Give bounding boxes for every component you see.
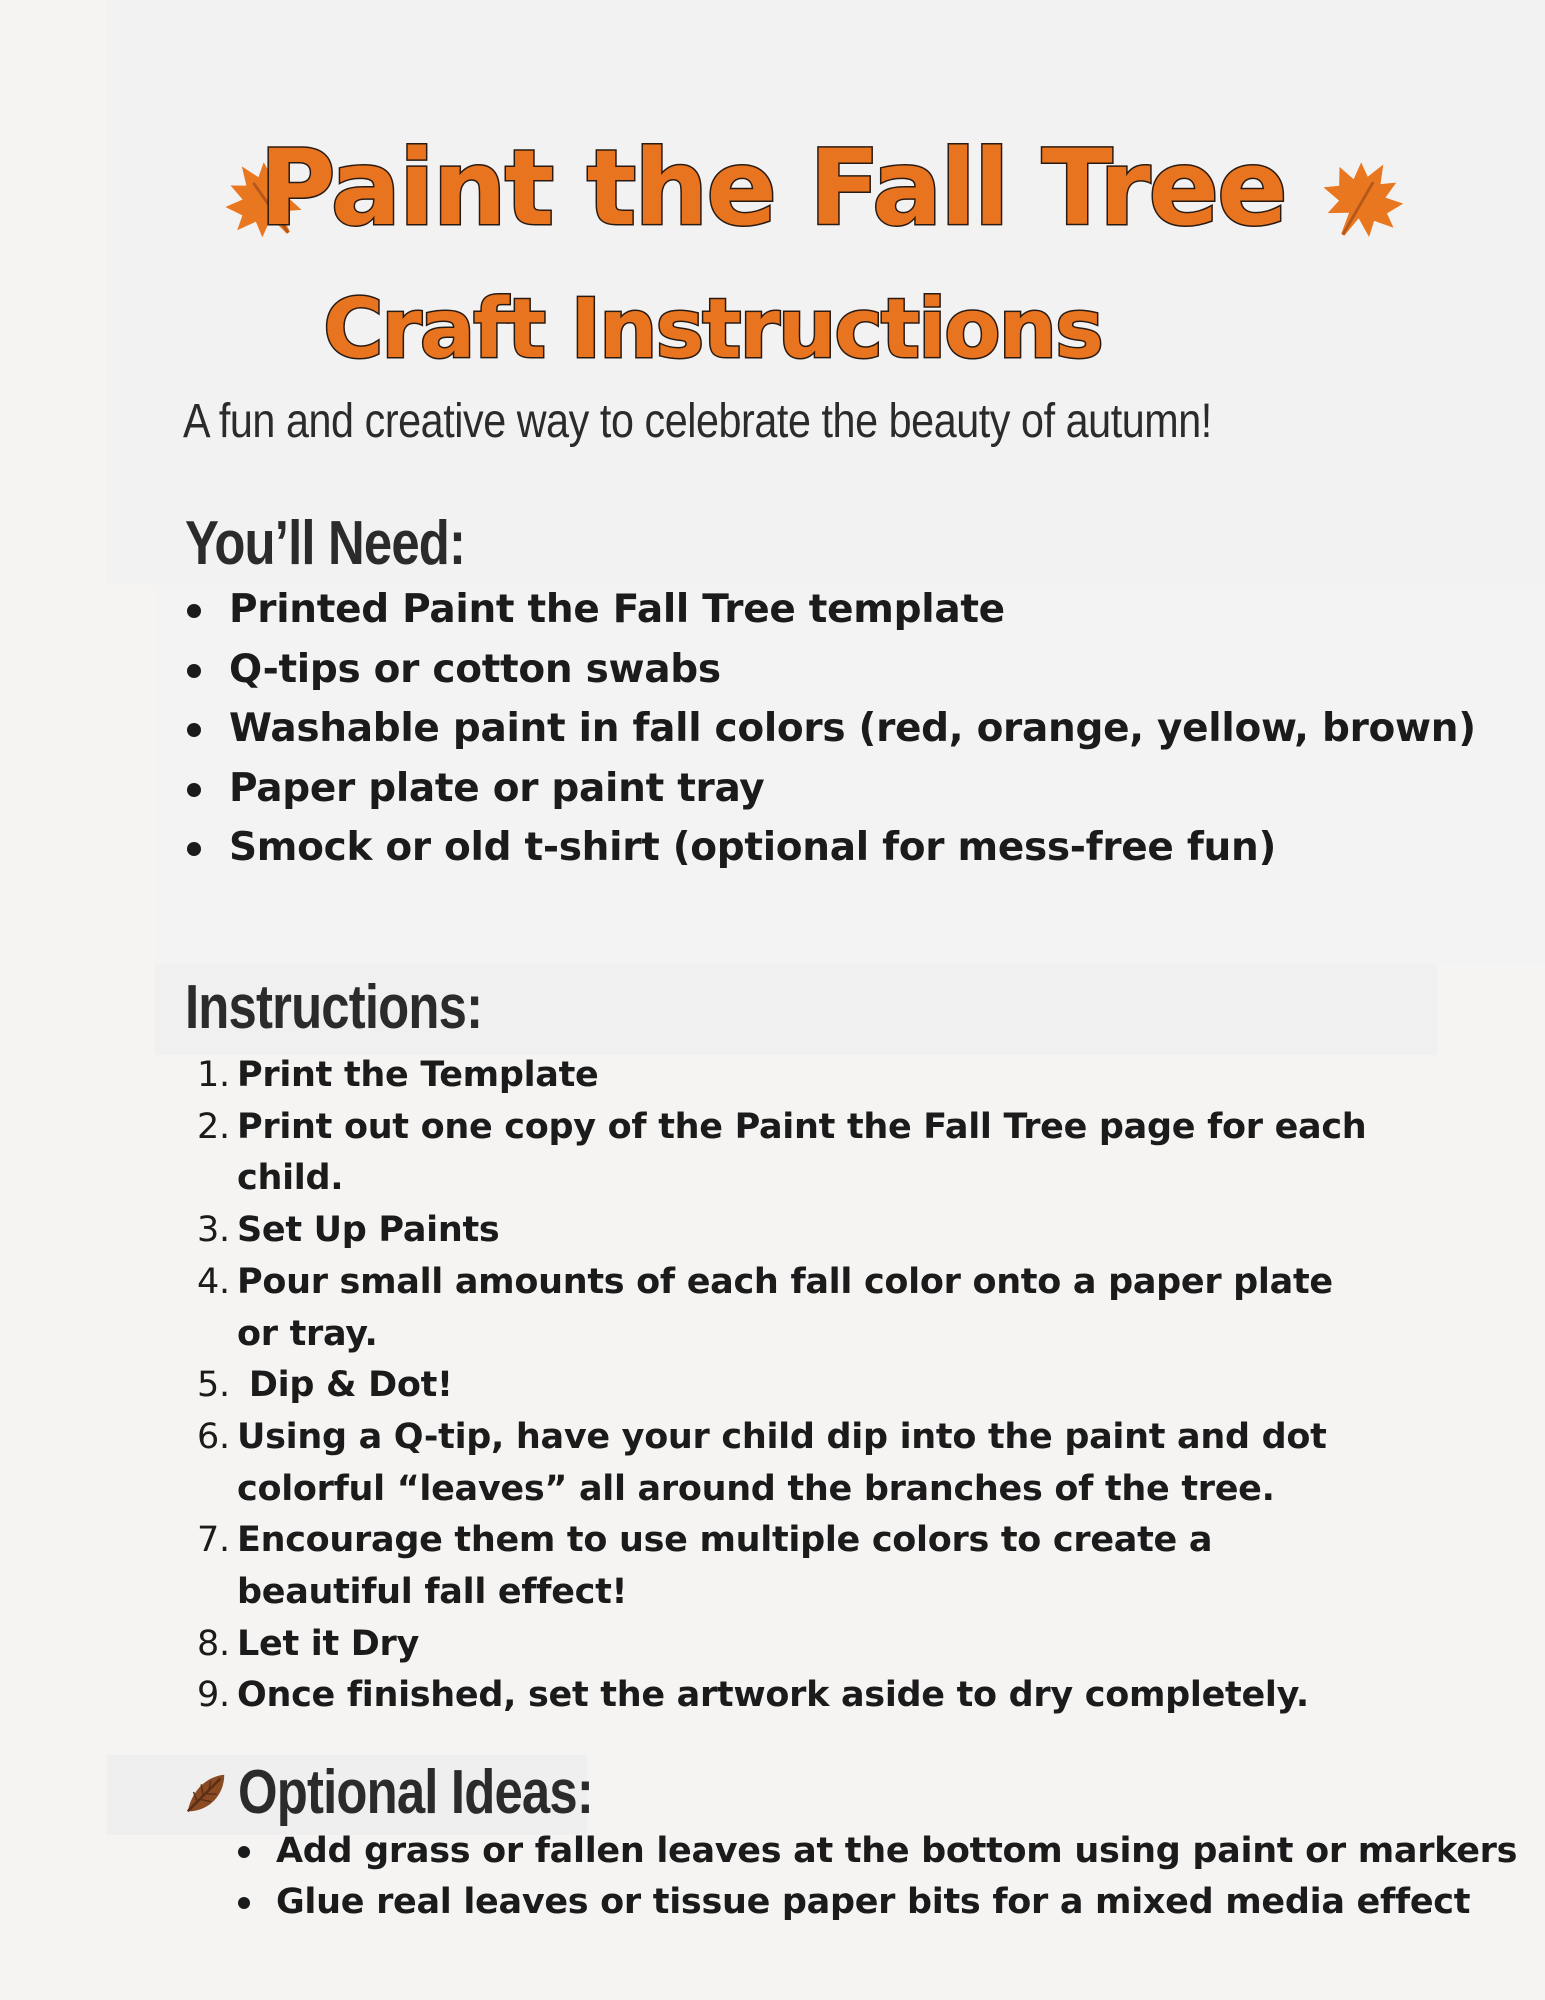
page-title: Paint the Fall Tree: [259, 127, 1286, 249]
step-item: [185, 1102, 1385, 1205]
list-item: Paper plate or paint tray: [185, 759, 1525, 819]
step-number: 7.: [197, 1520, 230, 1561]
list-item: Washable paint in fall colors (red, orange, yellow, brown): [185, 699, 1525, 759]
leaf-icon: [182, 1768, 230, 1818]
tagline: A fun and creative way to celebrate the beauty of autumn!: [183, 395, 1212, 448]
step-item: [185, 1619, 1385, 1671]
step-text: Pour small amounts of each fall color onto a paper plate or tray.: [237, 1261, 1333, 1354]
step-item: [185, 1412, 1385, 1515]
step-number: 6.: [197, 1416, 230, 1457]
step-text: Print the Template: [237, 1055, 599, 1095]
instructions-list: [185, 1050, 1385, 1722]
step-item: [185, 1360, 1385, 1412]
list-item: Q-tips or cotton swabs: [185, 640, 1525, 700]
step-item: [185, 1515, 1385, 1618]
step-text: Dip & Dot!: [237, 1365, 453, 1406]
step-number: 3.: [197, 1210, 230, 1251]
optional-list: [228, 1826, 1528, 1928]
optional-heading: Optional Ideas:: [238, 1758, 593, 1827]
list-item: Add grass or fallen leaves at the bottom using paint or markers: [228, 1826, 1528, 1877]
step-text: Set Up Paints: [237, 1210, 500, 1251]
list-item: Printed Paint the Fall Tree template: [185, 580, 1525, 640]
needs-list: [185, 580, 1525, 878]
list-item: Smock or old t-shirt (optional for mess-free fun): [185, 818, 1525, 878]
step-text: Once finished, set the artwork aside to dry completely.: [237, 1675, 1309, 1716]
needs-heading: You’ll Need:: [185, 509, 466, 578]
step-number: 9.: [197, 1675, 230, 1716]
step-text: Let it Dry: [237, 1623, 419, 1664]
list-item: Glue real leaves or tissue paper bits for a mixed media effect: [228, 1877, 1528, 1928]
step-number: 4.: [197, 1261, 230, 1302]
step-item: [185, 1050, 1385, 1102]
step-number: 1.: [197, 1055, 230, 1095]
step-item: [185, 1670, 1385, 1722]
step-item: [185, 1205, 1385, 1257]
step-text: Encourage them to use multiple colors to create a beautiful fall effect!: [237, 1520, 1213, 1613]
step-number: 8.: [197, 1623, 230, 1664]
step-text: Print out one copy of the Paint the Fall Tree page for each child.: [237, 1106, 1367, 1199]
instructions-heading: Instructions:: [185, 973, 483, 1042]
step-number: 5.: [197, 1365, 230, 1406]
step-item: [185, 1257, 1385, 1360]
step-number: 2.: [197, 1106, 230, 1147]
step-text: Using a Q-tip, have your child dip into the paint and dot colorful “leaves” all around the branches of the tree.: [237, 1416, 1327, 1509]
page-subtitle-heading: Craft Instructions: [323, 282, 1102, 377]
